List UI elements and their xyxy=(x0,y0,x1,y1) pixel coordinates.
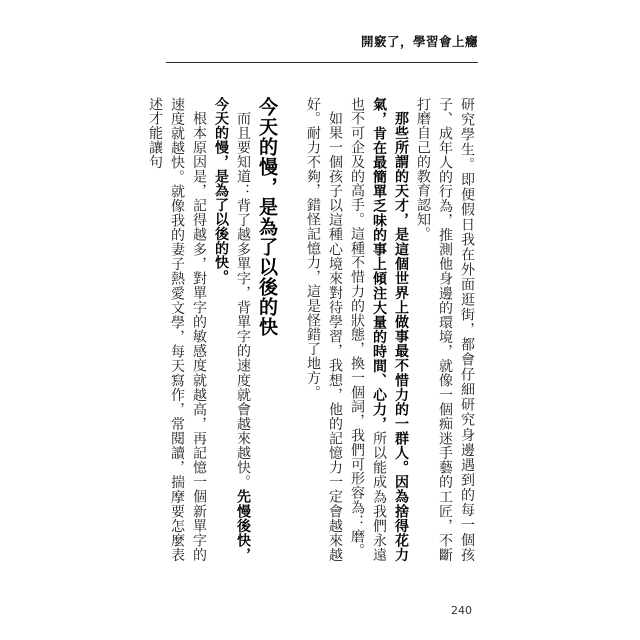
header-rule xyxy=(166,62,478,63)
paragraph-3: 如果一個孩子以這種心境來對待學習，我想，他的記憶力一定會越來越好。耐力不夠，錯怪記憶力，這是怪錯了地方。 xyxy=(305,97,343,562)
section-gap xyxy=(280,97,302,562)
paragraph-4-emphasis: 先慢後快，今天的慢，是為了以後的快。 xyxy=(213,97,251,563)
running-title: 開竅了，學習會上癮 xyxy=(360,34,478,49)
body-text xyxy=(144,97,478,562)
paragraph-2 xyxy=(346,97,412,562)
paragraph-2-emphasis: 那些所謂的天才，是這個世界上做事最不惜力的一群人。因為捨得花力氣，肯在最簡單乏味的事上傾注大量的時間、心力， xyxy=(371,97,409,562)
section-heading: 今天的慢，是為了以後的快 xyxy=(256,97,278,337)
paragraph-4 xyxy=(210,97,254,562)
paragraph-1: 研究學生。即便假日我在外面逛街，都會仔細研究身邊遇到的每一個孩子、成年人的行為，推測他身邊的環境，就像一個痴迷手藝的工匠，不斷打磨自己的教育認知。 xyxy=(415,97,475,562)
paragraph-2-text: 所以能成為我們永遠也不可企及的高手。這種不惜力的狀態，換一個詞，我們可形容為：磨。 xyxy=(349,97,387,562)
paragraph-4-text: 而且要知道：背了越多單字，背單字的速度就會越來越快。 xyxy=(235,111,251,490)
paragraph-5: 根本原因是，記得越多，對單字的敏感度就越高，再記憶一個新單字的速度就越快。就像我的妻子熱愛文學，每天寫作，常閱讀，揣摩要怎麼表述才能讓句 xyxy=(147,97,207,562)
page-number: 240 xyxy=(451,604,472,617)
